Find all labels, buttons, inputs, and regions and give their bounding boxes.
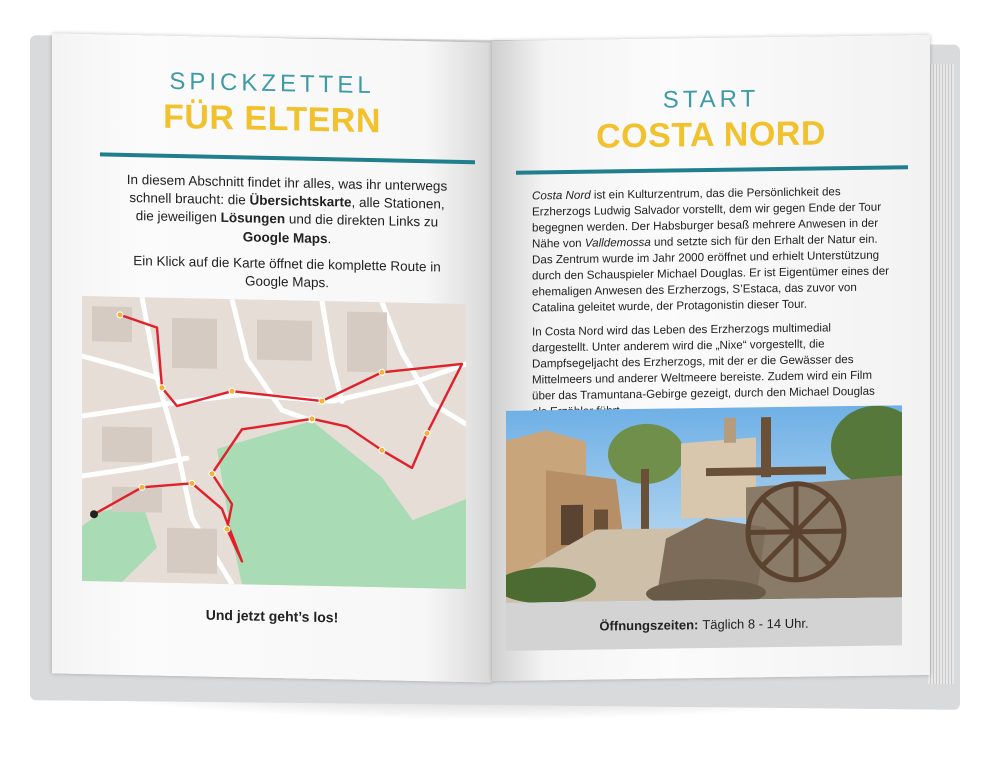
left-title-rule xyxy=(100,152,475,164)
opening-hours-label: Öffnungszeiten: xyxy=(599,616,699,634)
intro-text-a: In diesem Abschnitt findet ihr alles, was ihr unterwegs schnell braucht: die xyxy=(126,171,448,208)
intro-solutions: Lösungen xyxy=(220,210,286,227)
route-map[interactable] xyxy=(82,296,466,589)
left-pretitle: SPICKZETTEL xyxy=(169,67,375,100)
page-edges xyxy=(928,64,954,684)
route-map-graphic xyxy=(82,296,466,589)
intro-text-g: . xyxy=(327,230,332,246)
intro-paragraph-2: Ein Klick auf die Karte öffnet die komplette Route in Google Maps. xyxy=(133,252,441,291)
right-title: COSTA NORD xyxy=(596,114,826,156)
para-1-a: ist ein Kulturzentrum, das die Persönlichkeit des Erzherzogs Ludwig Salvador vorstellt, dem wir gegen Ende der Tour begegnen werden. Der Habsburger besaß mehrere Anwesen in der Nähe von xyxy=(532,185,882,251)
intro-text-c: , alle Stationen, die jeweiligen xyxy=(135,194,445,226)
intro-paragraph-1 xyxy=(122,171,452,251)
description-text xyxy=(532,184,890,429)
costa-nord-em: Costa Nord xyxy=(532,188,591,203)
right-page xyxy=(492,35,930,681)
right-title-rule xyxy=(516,165,908,174)
intro-overview-map: Übersichtskarte xyxy=(249,192,352,210)
right-pretitle: START xyxy=(662,85,760,114)
opening-hours-value: Täglich 8 - 14 Uhr. xyxy=(702,615,809,632)
closing-line: Und jetzt geht’s los! xyxy=(205,606,339,626)
intro-text-e: und die direkten Links zu xyxy=(285,211,439,230)
para-1-b: und setzte sich für den Erhalt der Natur ein. Das Zentrum wurde im Jahr 2000 eröffnet und erhielt Unterstützung durch den Schauspieler Michael Douglas. Er ist Eigentümer eines der ehemaligen Anwesen des Erzherzogs, S’Estaca, das zuvor von Catalina geleitet wurde, der Protagonistin dieser Tour. xyxy=(532,232,890,315)
left-page xyxy=(52,33,492,682)
intro-text xyxy=(122,171,452,303)
intro-google-maps: Google Maps xyxy=(242,229,328,246)
left-title: FÜR ELTERN xyxy=(163,97,381,141)
description-paragraph-1 xyxy=(532,184,890,317)
description-paragraph-2: In Costa Nord wird das Leben des Erzherzogs multimedial dargestellt. Unter anderem wird die „Nixe“ vorgestellt, die Dampfsegeljacht des Erzherzogs, mit der er die Gewässer des Mittelmeers und anderer Weltmeere bereiste. Zudem wird ein Film über das Tramuntana-Gebirge gezeigt, durch den Michael Douglas xyxy=(532,321,875,403)
opening-hours-box xyxy=(506,597,902,651)
courtyard-photo xyxy=(506,405,902,603)
valldemossa-em: Valldemossa xyxy=(584,235,651,250)
courtyard-photo-graphic xyxy=(506,405,902,603)
